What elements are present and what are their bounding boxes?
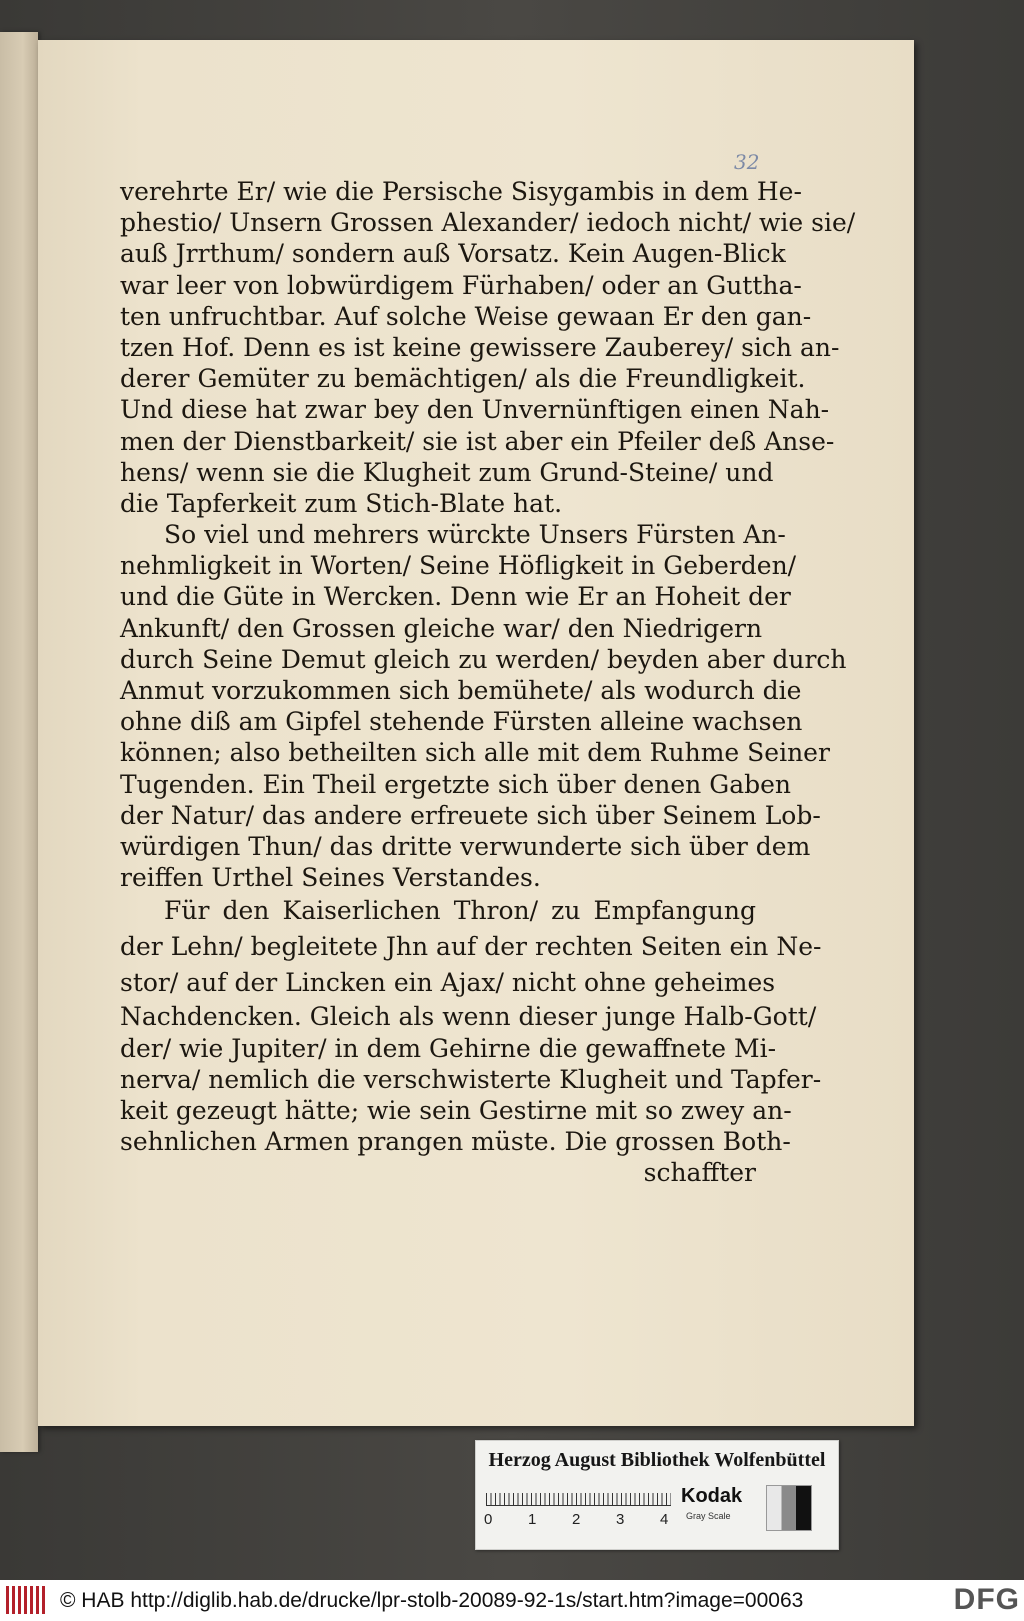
paragraph-start-line: So viel und mehrers würckte Unsers Fürsten An- xyxy=(164,520,786,550)
text-line: men der Dienstbarkeit/ sie ist aber ein Pfeiler deß Anse- xyxy=(120,426,835,456)
text-line: die Tapferkeit zum Stich-Blate hat. xyxy=(120,488,563,518)
text-line: der/ wie Jupiter/ in dem Gehirne die gewaffnete Mi- xyxy=(120,1033,777,1063)
left-page-edge xyxy=(0,32,38,1452)
barcode-icon xyxy=(6,1586,46,1614)
dfg-logo: DFG xyxy=(953,1583,1020,1616)
ruler-number: 2 xyxy=(572,1511,581,1528)
text-line: würdigen Thun/ das dritte verwunderte sich über dem xyxy=(120,831,811,861)
ruler-number: 1 xyxy=(528,1511,537,1528)
text-line: Und diese hat zwar bey den Unvernünftigen einen Nah- xyxy=(120,395,830,425)
paragraph-start-line: Für den Kaiserlichen Thron/ zu Empfangung xyxy=(164,896,756,926)
text-line: sehnlichen Armen prangen müste. Die grossen Both- xyxy=(120,1127,791,1157)
text-line: reiffen Urthel Seines Verstandes. xyxy=(120,863,541,893)
copyright-url[interactable]: © HAB http://diglib.hab.de/drucke/lpr-stolb-20089-92-1s/start.htm?image=00063 xyxy=(60,1589,804,1612)
catchword: schaffter xyxy=(643,1158,756,1188)
ruler-number: 4 xyxy=(660,1511,669,1528)
text-line: auß Jrrthum/ sondern auß Vorsatz. Kein Augen-Blick xyxy=(120,239,786,269)
ruler-number: 3 xyxy=(616,1511,625,1528)
text-line: nehmligkeit in Worten/ Seine Höfligkeit in Geberden/ xyxy=(120,551,797,581)
footer-bar xyxy=(0,1580,1024,1621)
library-scale-card xyxy=(475,1440,839,1550)
text-line: stor/ auf der Lincken ein Ajax/ nicht ohne geheimes xyxy=(120,968,776,998)
text-line: war leer von lobwürdigem Fürhaben/ oder an Guttha- xyxy=(120,270,802,300)
ruler-number: 0 xyxy=(484,1511,493,1528)
text-line: verehrte Er/ wie die Persische Sisygambis in dem He- xyxy=(120,177,802,206)
text-line: und die Güte in Wercken. Denn wie Er an Hoheit der xyxy=(120,582,791,612)
ruler-numbers xyxy=(484,1511,684,1531)
text-line: Tugenden. Ein Theil ergetzte sich über denen Gaben xyxy=(120,769,792,799)
text-line: Nachdencken. Gleich als wenn dieser junge Halb-Gott/ xyxy=(120,1002,817,1032)
text-line: keit gezeugt hätte; wie sein Gestirne mit so zwey an- xyxy=(120,1095,792,1125)
text-line: nerva/ nemlich die verschwisterte Klugheit und Tapfer- xyxy=(120,1064,822,1094)
text-line: Anmut vorzukommen sich bemühete/ als wodurch die xyxy=(120,676,802,705)
library-name: Herzog August Bibliothek Wolfenbüttel xyxy=(488,1449,826,1471)
gray-scale-label: Gray Scale xyxy=(686,1511,731,1521)
kodak-brand: Kodak xyxy=(681,1485,743,1507)
text-line: der Lehn/ begleitete Jhn auf der rechten Seiten ein Ne- xyxy=(120,932,822,962)
text-line: der Natur/ das andere erfreuete sich über Seinem Lob- xyxy=(120,800,821,830)
text-line: tzen Hof. Denn es ist keine gewissere Zauberey/ sich an- xyxy=(120,332,840,362)
scale-ruler xyxy=(486,1483,671,1506)
text-line: durch Seine Demut gleich zu werden/ beyden aber durch xyxy=(120,644,847,674)
text-line: derer Gemüter zu bemächtigen/ als die Freundligkeit. xyxy=(120,364,806,394)
text-line: hens/ wenn sie die Klugheit zum Grund-Steine/ und xyxy=(120,457,774,487)
text-line: ten unfruchtbar. Auf solche Weise gewaan Er den gan- xyxy=(120,301,812,331)
page-text xyxy=(120,176,856,1188)
folio-number: 32 xyxy=(734,150,760,174)
text-line: können; also betheilten sich alle mit dem Ruhme Seiner xyxy=(120,738,830,768)
text-line: Ankunft/ den Grossen gleiche war/ den Niedrigern xyxy=(120,613,763,643)
gray-scale-patch xyxy=(766,1485,812,1531)
text-line: ohne diß am Gipfel stehende Fürsten alleine wachsen xyxy=(120,707,803,737)
text-line: phestio/ Unsern Grossen Alexander/ iedoch nicht/ wie sie/ xyxy=(120,208,856,238)
